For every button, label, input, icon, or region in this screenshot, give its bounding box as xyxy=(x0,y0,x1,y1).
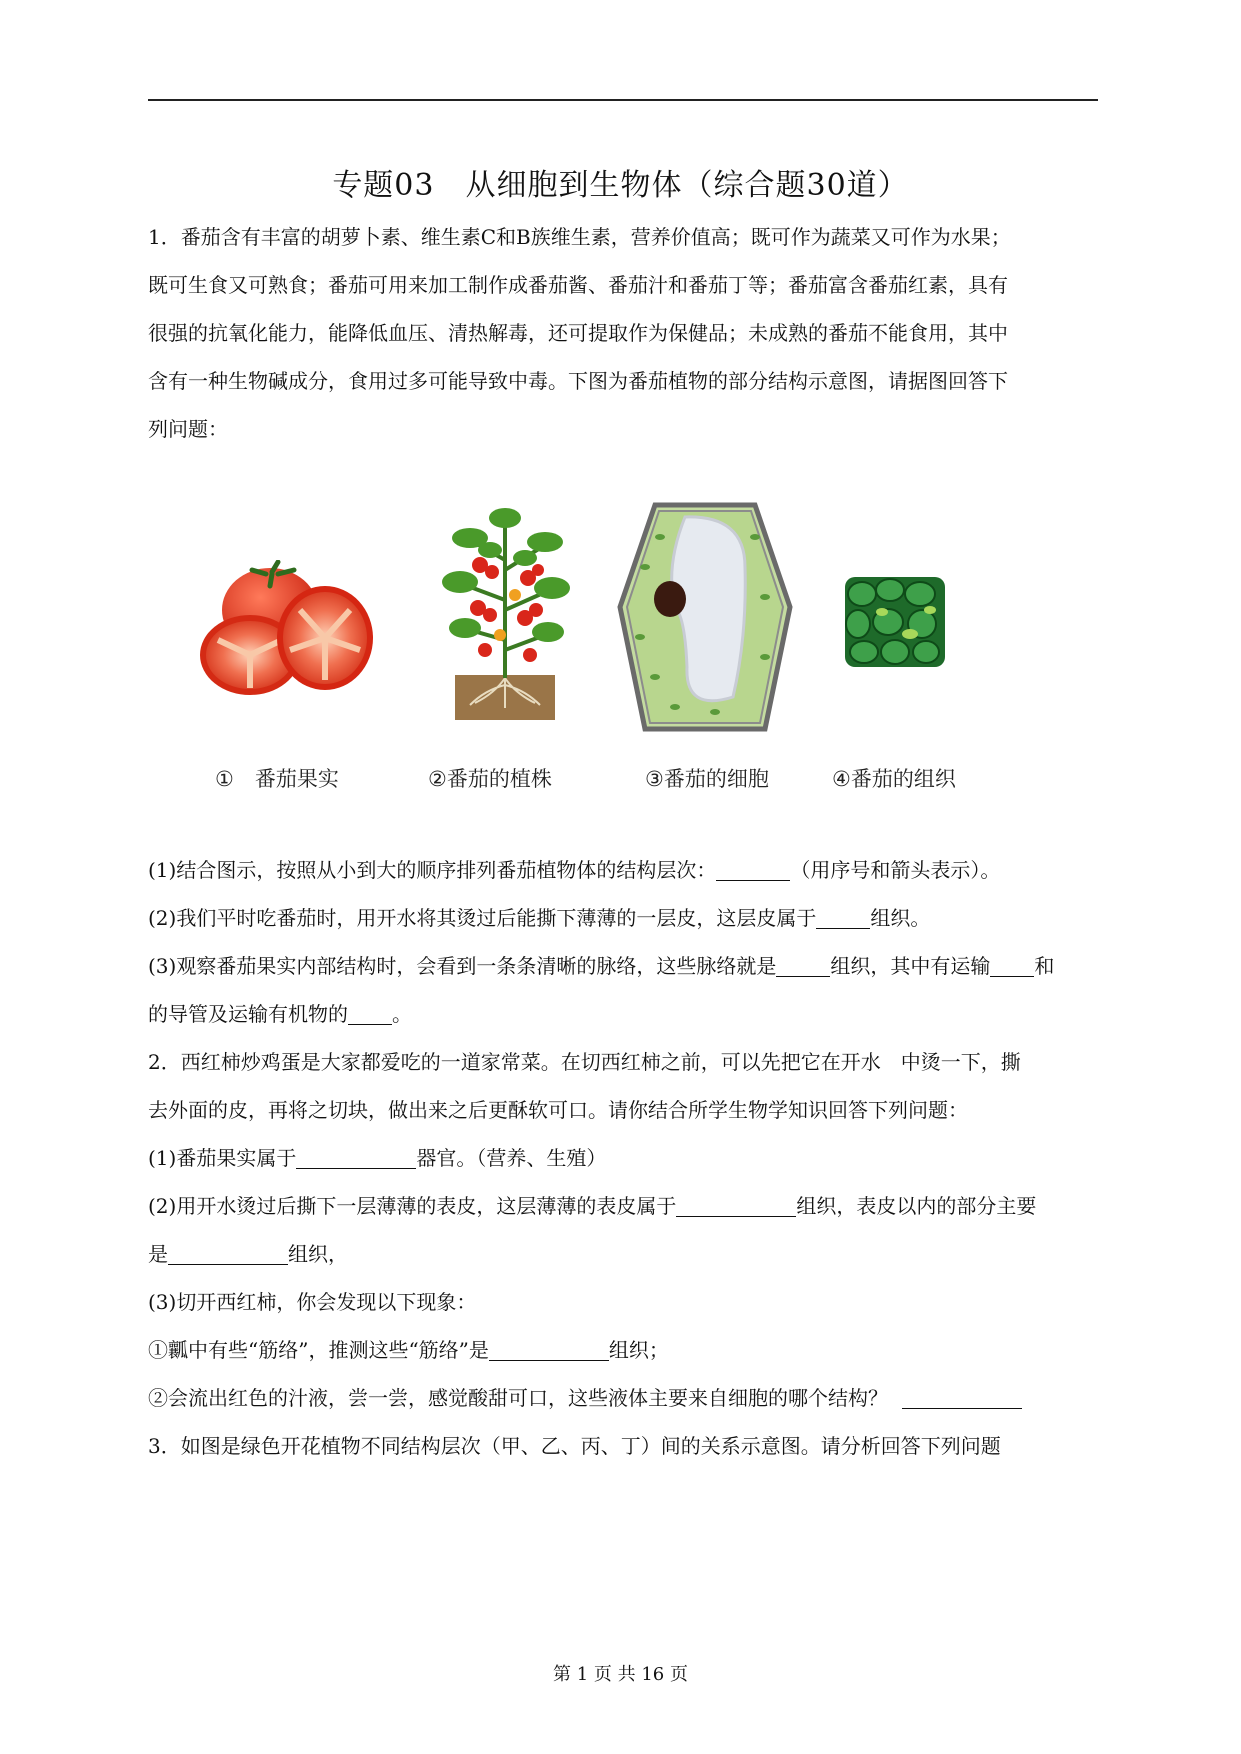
q1-sub3-text: 和 xyxy=(1034,954,1055,978)
q1-line: 列问题： xyxy=(148,417,228,441)
answer-blank[interactable] xyxy=(716,860,790,881)
q2-sub2 xyxy=(148,1191,1098,1221)
q1-sub1 xyxy=(148,855,1098,885)
q1-sub3-cont xyxy=(148,999,1098,1029)
q1-line: 既可生食又可熟食；番茄可用来加工制作成番茄酱、番茄汁和番茄丁等；番茄富含番茄红素，具有 xyxy=(148,273,1008,297)
answer-blank[interactable] xyxy=(489,1340,609,1361)
q2-item1 xyxy=(148,1335,1098,1365)
q1-line: 很强的抗氧化能力，能降低血压、清热解毒，还可提取作为保健品；未成熟的番茄不能食用，其中 xyxy=(148,321,1008,345)
q2-sub2-text: 组织，表皮以内的部分主要 xyxy=(796,1194,1037,1218)
q2-item1-text: ①瓤中有些“筋络”，推测这些“筋络”是 xyxy=(148,1338,489,1362)
q2-sub1-text: (1)番茄果实属于 xyxy=(148,1146,297,1170)
tomato-fruit-image xyxy=(190,560,375,705)
q1-sub2 xyxy=(148,903,1098,933)
plant-cell-image xyxy=(615,497,795,737)
q1-sub1-text: （用序号和箭头表示）。 xyxy=(790,858,1001,882)
q2-line: 2．西红柿炒鸡蛋是大家都爱吃的一道家常菜。在切西红柿之前，可以先把它在开水 中烫一下，撕 xyxy=(148,1050,1021,1074)
q2-sub1 xyxy=(148,1143,1098,1173)
answer-blank[interactable] xyxy=(816,908,870,929)
q1-sub3-text: (3)观察番茄果实内部结构时，会看到一条条清晰的脉络，这些脉络就是 xyxy=(148,954,777,978)
tomato-plant-image xyxy=(430,500,580,725)
q1-sub2-text: 组织。 xyxy=(870,906,931,930)
q1-sub3-text: 的导管及运输有机物的 xyxy=(148,1002,348,1026)
q1-sub1-text: (1)结合图示，按照从小到大的顺序排列番茄植物体的结构层次： xyxy=(148,858,717,882)
answer-blank[interactable] xyxy=(348,1004,392,1025)
header-rule xyxy=(148,99,1098,101)
answer-blank[interactable] xyxy=(990,956,1034,977)
q1-sub2-text: (2)我们平时吃番茄时，用开水将其烫过后能撕下薄薄的一层皮，这层皮属于 xyxy=(148,906,817,930)
q2-sub2-text: (2)用开水烫过后撕下一层薄薄的表皮，这层薄薄的表皮属于 xyxy=(148,1194,677,1218)
q2-sub3: (3)切开西红柿，你会发现以下现象： xyxy=(148,1290,477,1314)
q2-sub2-text: 是 xyxy=(148,1242,168,1266)
q2-line: 去外面的皮，再将之切块，做出来之后更酥软可口。请你结合所学生物学知识回答下列问题： xyxy=(148,1098,968,1122)
figure-caption: ②番茄的植株 xyxy=(428,767,552,791)
q1-sub3-text: 。 xyxy=(392,1002,412,1026)
page-footer: 第 1 页 共 16 页 xyxy=(553,1664,688,1685)
q1-sub3-text: 组织，其中有运输 xyxy=(830,954,991,978)
q2-item2 xyxy=(148,1383,1098,1413)
answer-blank[interactable] xyxy=(168,1244,288,1265)
answer-blank[interactable] xyxy=(296,1148,416,1169)
q3-line: 3．如图是绿色开花植物不同结构层次（甲、乙、丙、丁）间的关系示意图。请分析回答下列问题 xyxy=(148,1434,1001,1458)
q2-sub2-text: 组织， xyxy=(288,1242,348,1266)
q1-line: 1．番茄含有丰富的胡萝卜素、维生素C和B族维生素，营养价值高；既可作为蔬菜又可作为水果； xyxy=(148,225,1011,249)
q2-item1-text: 组织； xyxy=(608,1338,669,1362)
answer-blank[interactable] xyxy=(776,956,830,977)
q1-line: 含有一种生物碱成分，食用过多可能导致中毒。下图为番茄植物的部分结构示意图，请据图回答下 xyxy=(148,369,1008,393)
figure-caption: ① 番茄果实 xyxy=(215,767,339,791)
q2-sub2-cont xyxy=(148,1239,1098,1269)
page-title: 专题03 从细胞到生物体（综合题30道） xyxy=(332,168,909,203)
q2-sub1-text: 器官。（营养、生殖） xyxy=(416,1146,607,1170)
plant-tissue-image xyxy=(840,572,950,672)
figure-caption: ④番茄的组织 xyxy=(832,767,956,791)
q1-sub3 xyxy=(148,951,1098,981)
figure-caption: ③番茄的细胞 xyxy=(645,767,769,791)
answer-blank[interactable] xyxy=(676,1196,796,1217)
q2-item2-text: ②会流出红色的汁液，尝一尝，感觉酸甜可口，这些液体主要来自细胞的哪个结构？ xyxy=(148,1386,888,1410)
answer-blank[interactable] xyxy=(902,1388,1022,1409)
